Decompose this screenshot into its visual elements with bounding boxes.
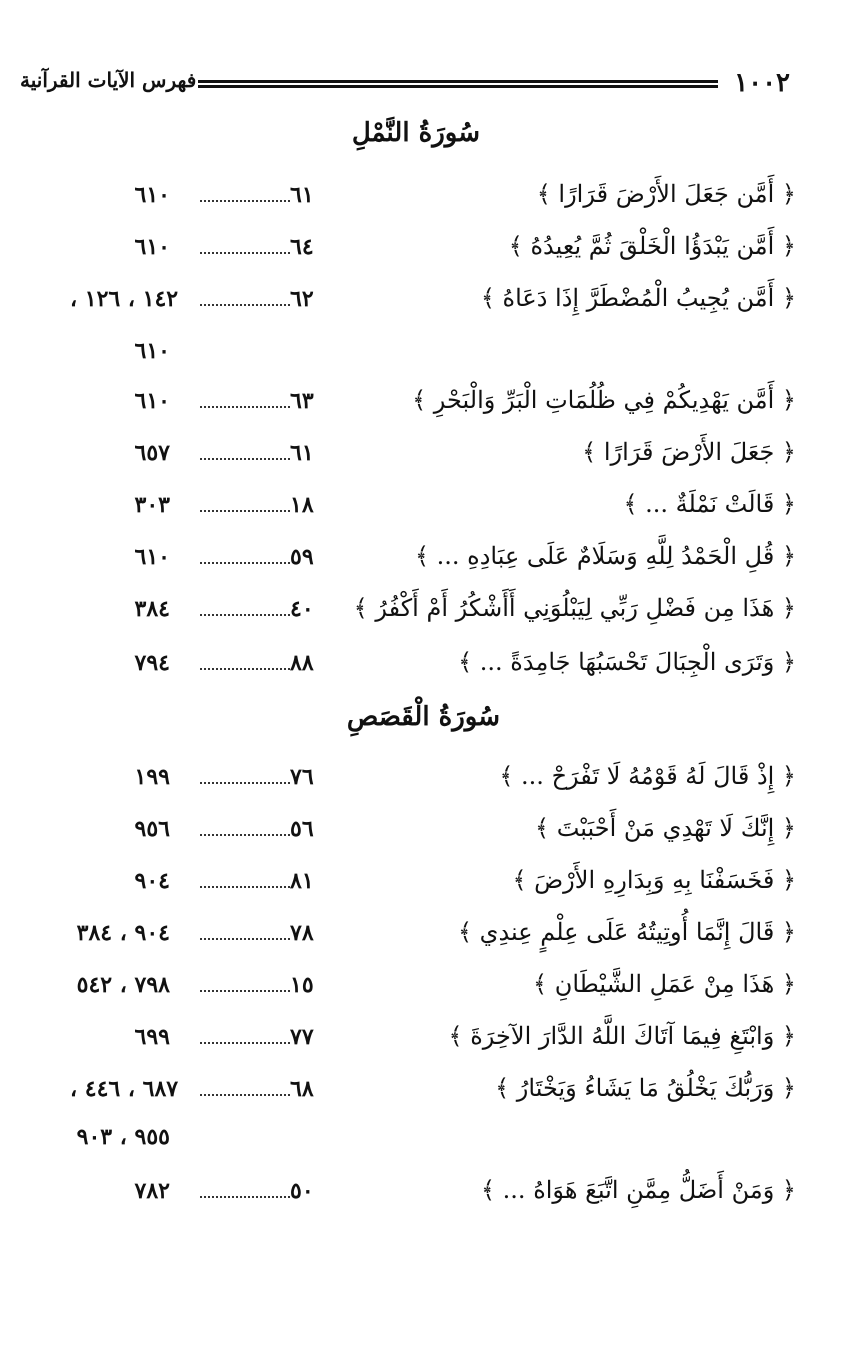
dot-leader <box>200 1094 290 1096</box>
dot-leader <box>200 562 290 564</box>
verse-text: ﴿ هَذَا مِنْ عَمَلِ الشَّيْطَانِ ﴾ <box>533 970 796 998</box>
ayah-number: ٥٠ <box>290 1178 314 1204</box>
page-references: ٧٩٨ ، ٥٤٢ <box>76 972 170 998</box>
ayah-number: ٦٢ <box>290 286 314 312</box>
dot-leader <box>200 252 290 254</box>
ayah-number: ١٨ <box>290 492 314 518</box>
page-references: ١٤٢ ، ١٢٦ ، <box>70 286 179 312</box>
index-entry <box>0 1074 868 1114</box>
index-entry <box>0 762 868 802</box>
verse-text: ﴿ إِذْ قَالَ لَهُ قَوْمُهُ لَا تَفْرَحْ ... ﴾ <box>499 762 796 790</box>
surah-title: سُورَةُ الْقَصَصِ <box>346 702 500 732</box>
page-references: ١٩٩ <box>134 764 170 790</box>
verse-text: ﴿ وَرَبُّكَ يَخْلُقُ مَا يَشَاءُ وَيَخْتَارُ ﴾ <box>495 1074 796 1102</box>
dot-leader <box>200 304 290 306</box>
index-entry <box>0 594 868 634</box>
dot-leader <box>200 834 290 836</box>
page-references: ٦١٠ <box>134 388 170 414</box>
verse-text: ﴿ أَمَّن جَعَلَ الأَرْضَ قَرَارًا ﴾ <box>536 180 796 208</box>
verse-text: ﴿ وَابْتَغِ فِيمَا آتَاكَ اللَّهُ الدَّارَ الآخِرَةَ ﴾ <box>448 1022 796 1050</box>
verse-text: ﴿ قُلِ الْحَمْدُ لِلَّهِ وَسَلَامٌ عَلَى عِبَادِهِ ... ﴾ <box>414 542 796 570</box>
ayah-number: ٦١ <box>290 182 314 208</box>
page-references: ٦١٠ <box>134 182 170 208</box>
dot-leader <box>200 938 290 940</box>
verse-text: ﴿ أَمَّن يَهْدِيكُمْ فِي ظُلُمَاتِ الْبَرِّ وَالْبَحْرِ ﴾ <box>412 386 796 414</box>
page-references: ٦٩٩ <box>134 1024 170 1050</box>
ayah-number: ٦٣ <box>290 388 314 414</box>
index-entry <box>0 180 868 220</box>
dot-leader <box>200 782 290 784</box>
ayah-number: ٦٨ <box>290 1076 314 1102</box>
page-references: ٩٠٤ ، ٣٨٤ <box>76 920 170 946</box>
header-double-rule <box>198 80 718 88</box>
ayah-number: ٦٤ <box>290 234 314 260</box>
dot-leader <box>200 458 290 460</box>
page-header <box>20 62 790 102</box>
dot-leader <box>200 990 290 992</box>
ayah-number: ٤٠ <box>290 596 314 622</box>
page-references: ٩٠٤ <box>134 868 170 894</box>
index-entry <box>0 386 868 426</box>
index-entry <box>0 490 868 530</box>
running-title: فهرس الآيات القرآنية <box>20 68 197 92</box>
verse-text: ﴿ أَمَّن يَبْدَؤُا الْخَلْقَ ثُمَّ يُعِيدُهُ ﴾ <box>508 232 796 260</box>
dot-leader <box>200 510 290 512</box>
ayah-number: ٥٦ <box>290 816 314 842</box>
index-entry <box>0 232 868 272</box>
verse-text: ﴿ فَخَسَفْنَا بِهِ وَبِدَارِهِ الأَرْضَ ﴾ <box>512 866 796 894</box>
index-entry <box>0 1176 868 1216</box>
page-references-continued: ٩٥٥ ، ٩٠٣ <box>76 1124 170 1150</box>
verse-text: ﴿ جَعَلَ الأَرْضَ قَرَارًا ﴾ <box>582 438 796 466</box>
ayah-number: ٧٦ <box>290 764 314 790</box>
dot-leader <box>200 614 290 616</box>
verse-text: ﴿ قَالَ إِنَّمَا أُوتِيتُهُ عَلَى عِلْمٍ عِندِي ﴾ <box>457 918 796 946</box>
verse-text: ﴿ أَمَّن يُجِيبُ الْمُضْطَرَّ إِذَا دَعَاهُ ﴾ <box>480 284 796 312</box>
ayah-number: ١٥ <box>290 972 314 998</box>
index-entry <box>0 648 868 688</box>
page-references: ٩٥٦ <box>134 816 170 842</box>
ayah-number: ٧٨ <box>290 920 314 946</box>
surah-title: سُورَةُ النَّمْلِ <box>351 118 480 148</box>
verse-text: ﴿ هَذَا مِن فَضْلِ رَبِّي لِيَبْلُوَنِي أَأَشْكُرُ أَمْ أَكْفُرُ ﴾ <box>353 594 796 622</box>
index-entry <box>0 918 868 958</box>
dot-leader <box>200 406 290 408</box>
verse-text: ﴿ إِنَّكَ لَا تَهْدِي مَنْ أَحْبَبْتَ ﴾ <box>535 814 796 842</box>
page-references: ٦١٠ <box>134 234 170 260</box>
dot-leader <box>200 886 290 888</box>
index-entry <box>0 866 868 906</box>
ayah-number: ٨٨ <box>290 650 314 676</box>
dot-leader <box>200 668 290 670</box>
dot-leader <box>200 1196 290 1198</box>
page-references: ٦١٠ <box>134 544 170 570</box>
index-entry <box>0 970 868 1010</box>
index-entry <box>0 1022 868 1062</box>
ayah-number: ٧٧ <box>290 1024 314 1050</box>
index-entry <box>0 284 868 324</box>
index-entry <box>0 814 868 854</box>
page-references: ٦٥٧ <box>134 440 170 466</box>
index-entry <box>0 542 868 582</box>
verse-text: ﴿ وَتَرَى الْجِبَالَ تَحْسَبُهَا جَامِدَةً ... ﴾ <box>458 648 796 676</box>
ayah-number: ٥٩ <box>290 544 314 570</box>
page-references: ٧٨٢ <box>134 1178 170 1204</box>
ayah-number: ٦١ <box>290 440 314 466</box>
dot-leader <box>200 1042 290 1044</box>
page-references: ٦٨٧ ، ٤٤٦ ، <box>70 1076 179 1102</box>
page-references: ٧٩٤ <box>134 650 170 676</box>
dot-leader <box>200 200 290 202</box>
ayah-number: ٨١ <box>290 868 314 894</box>
index-entry <box>0 438 868 478</box>
verse-text: ﴿ قَالَتْ نَمْلَةٌ ... ﴾ <box>623 490 796 518</box>
page-references: ٣٨٤ <box>134 596 170 622</box>
page-number: ١٠٠٢ <box>734 68 790 98</box>
verse-text: ﴿ وَمَنْ أَضَلُّ مِمَّنِ اتَّبَعَ هَوَاهُ ... ﴾ <box>480 1176 796 1204</box>
page-references-continued: ٦١٠ <box>134 338 170 364</box>
page-references: ٣٠٣ <box>134 492 170 518</box>
